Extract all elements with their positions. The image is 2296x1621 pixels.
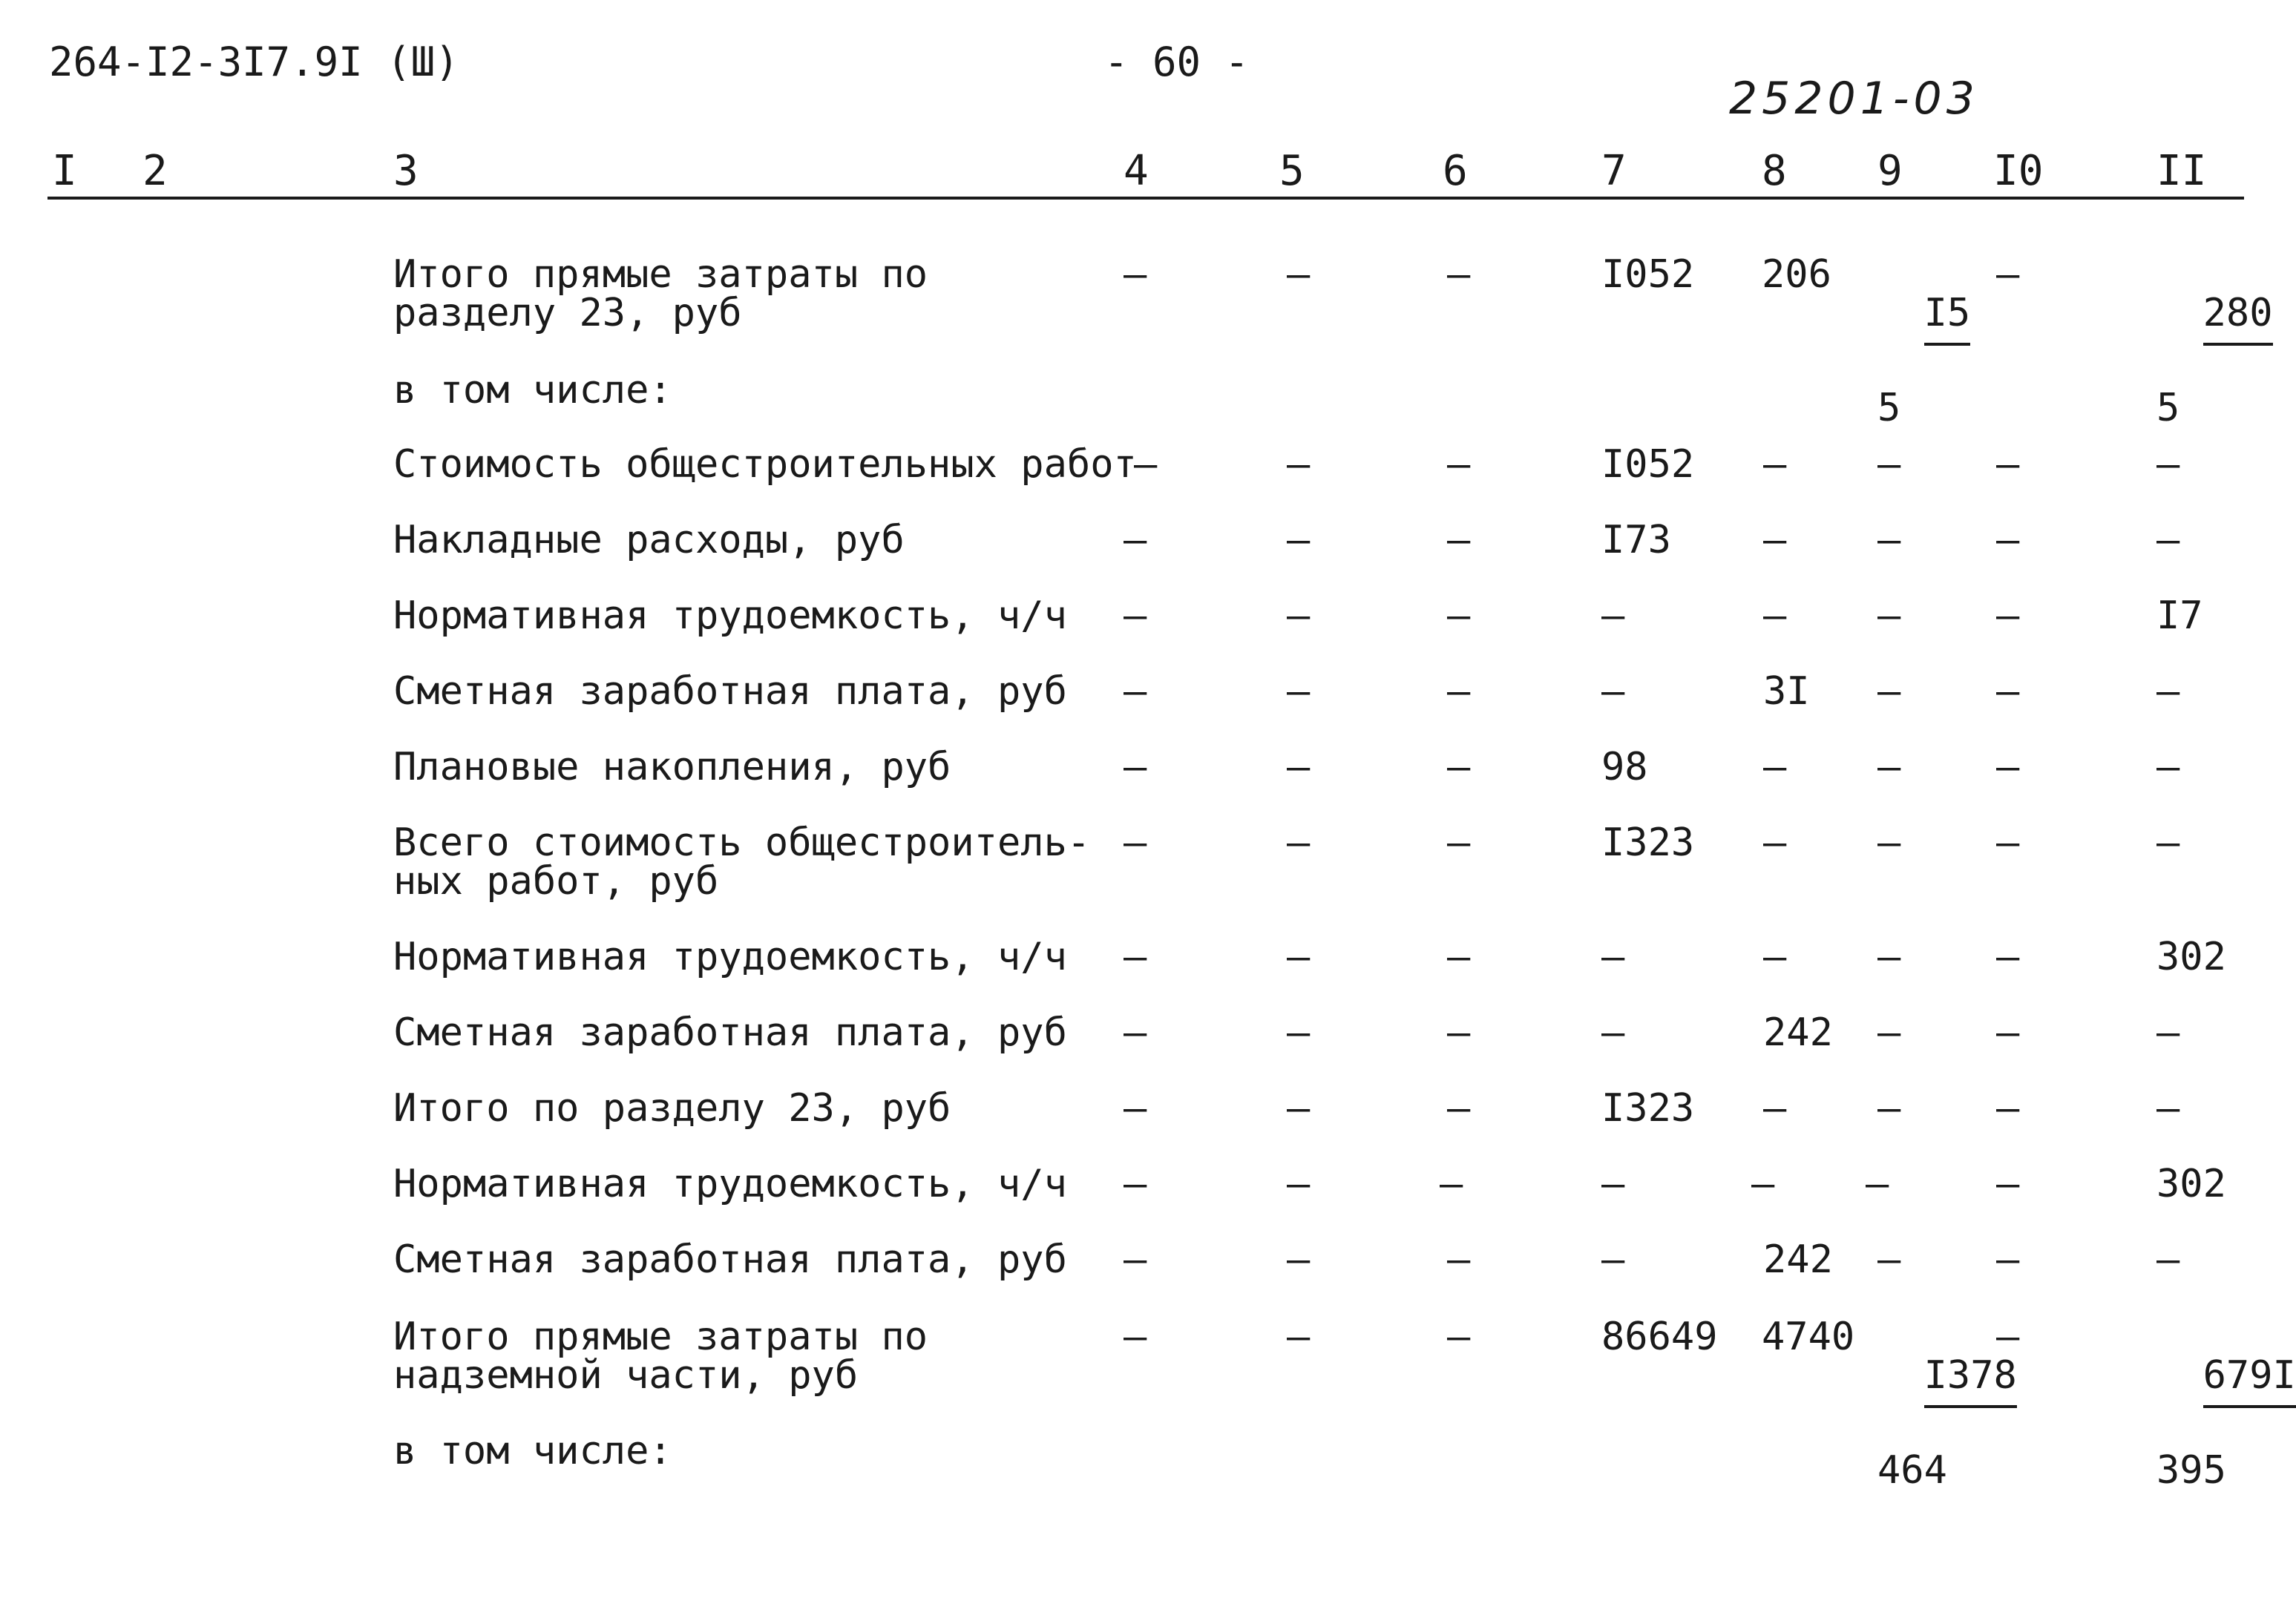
cell-col4: – bbox=[1124, 745, 1147, 789]
cell-col6: – bbox=[1447, 1086, 1471, 1131]
cell-col7: I73 bbox=[1601, 518, 1671, 562]
cell-col5: – bbox=[1287, 669, 1311, 714]
cell-col8: – bbox=[1763, 1086, 1787, 1131]
row-label: Накладные расходы, руб bbox=[393, 518, 905, 562]
cell-col4: – bbox=[1124, 821, 1147, 865]
cell-col6: – bbox=[1447, 518, 1471, 562]
cell-col7: – bbox=[1601, 1010, 1625, 1055]
column-number-5: 5 bbox=[1279, 147, 1305, 195]
cell-col9: – bbox=[1877, 442, 1901, 487]
cell-col5: – bbox=[1287, 1315, 1311, 1359]
cell-col5: – bbox=[1287, 1162, 1311, 1206]
cell-col6: – bbox=[1447, 669, 1471, 714]
row-label: в том числе: bbox=[393, 1429, 672, 1473]
cell-col9: – bbox=[1877, 669, 1901, 714]
cell-col7: – bbox=[1601, 669, 1625, 714]
cell-col4: – bbox=[1124, 252, 1147, 297]
cell-col11: 302 bbox=[2156, 935, 2226, 979]
cell-col10: – bbox=[1996, 442, 2020, 487]
cell-col4: – bbox=[1124, 1010, 1147, 1055]
cell-col9: – bbox=[1877, 1010, 1901, 1055]
column-number-3: 3 bbox=[393, 147, 419, 195]
row-label: Сметная заработная плата, руб bbox=[393, 1237, 1067, 1282]
cell-col11: 302 bbox=[2156, 1162, 2226, 1206]
column-number-10: I0 bbox=[1993, 147, 2044, 195]
row-label: Плановые накопления, руб bbox=[393, 745, 951, 789]
cell-col8: 3I bbox=[1763, 669, 1810, 714]
column-number-8: 8 bbox=[1762, 147, 1787, 195]
cell-col7: 86649 bbox=[1601, 1315, 1718, 1359]
cell-col8: 4740 bbox=[1762, 1315, 1855, 1359]
cell-col7: I323 bbox=[1601, 1086, 1695, 1131]
cell-col7: – bbox=[1601, 1237, 1625, 1282]
cell-col5: – bbox=[1287, 518, 1311, 562]
fraction-numerator: I378 bbox=[1924, 1356, 2017, 1408]
cell-col8: 206 bbox=[1762, 252, 1831, 297]
row-label: Итого по разделу 23, руб bbox=[393, 1086, 951, 1131]
cell-col10: – bbox=[1996, 935, 2020, 979]
cell-col6: – bbox=[1447, 594, 1471, 638]
cell-col9: – bbox=[1877, 935, 1901, 979]
cell-col11-fraction bbox=[2156, 1318, 2296, 1528]
cell-col4: – bbox=[1134, 442, 1158, 487]
cell-col9: – bbox=[1866, 1162, 1889, 1206]
row-label: Сметная заработная плата, руб bbox=[393, 669, 1067, 714]
column-number-11: II bbox=[2156, 147, 2207, 195]
cell-col7: – bbox=[1601, 935, 1625, 979]
handwritten-code: 25201-03 bbox=[1729, 73, 1979, 125]
cell-col6: – bbox=[1447, 935, 1471, 979]
fraction-denominator: 5 bbox=[1877, 386, 1901, 430]
document-code: 264-I2-3I7.9I (Ш) bbox=[49, 39, 459, 85]
fraction-denominator: 5 bbox=[2156, 386, 2180, 430]
row-label: Всего стоимость общестроитель- ных работ, руб bbox=[393, 821, 1091, 904]
header-rule bbox=[47, 197, 2244, 200]
cell-col9: – bbox=[1877, 518, 1901, 562]
cell-col6: – bbox=[1447, 821, 1471, 865]
cell-col7: – bbox=[1601, 1162, 1625, 1206]
cell-col10: – bbox=[1996, 1086, 2020, 1131]
page-number: - 60 - bbox=[1104, 39, 1250, 85]
cell-col6: – bbox=[1447, 442, 1471, 487]
cell-col8: – bbox=[1751, 1162, 1775, 1206]
cell-col5: – bbox=[1287, 442, 1311, 487]
fraction-numerator: 679I bbox=[2203, 1356, 2296, 1408]
cell-col8: – bbox=[1763, 594, 1787, 638]
cell-col10: – bbox=[1996, 1315, 2020, 1359]
cell-col4: – bbox=[1124, 669, 1147, 714]
cell-col11-fraction bbox=[2156, 255, 2273, 466]
cell-col11: – bbox=[2156, 669, 2180, 714]
cell-col10: – bbox=[1996, 518, 2020, 562]
cell-col8: – bbox=[1763, 821, 1787, 865]
cell-col4: – bbox=[1124, 1162, 1147, 1206]
cell-col6: – bbox=[1447, 745, 1471, 789]
cell-col5: – bbox=[1287, 935, 1311, 979]
cell-col10: – bbox=[1996, 821, 2020, 865]
cell-col10: – bbox=[1996, 745, 2020, 789]
cell-col4: – bbox=[1124, 518, 1147, 562]
cell-col5: – bbox=[1287, 252, 1311, 297]
cell-col6: – bbox=[1447, 1010, 1471, 1055]
column-number-6: 6 bbox=[1443, 147, 1468, 195]
cell-col11: – bbox=[2156, 1010, 2180, 1055]
cell-col4: – bbox=[1124, 1315, 1147, 1359]
cell-col4: – bbox=[1124, 1237, 1147, 1282]
cell-col8: 242 bbox=[1763, 1237, 1833, 1282]
fraction-numerator: I5 bbox=[1924, 294, 1971, 346]
cell-col8: – bbox=[1763, 442, 1787, 487]
cell-col10: – bbox=[1996, 252, 2020, 297]
fraction-denominator: 464 bbox=[1877, 1448, 1947, 1493]
cell-col8: – bbox=[1763, 518, 1787, 562]
row-label: Нормативная трудоемкость, ч/ч bbox=[393, 1162, 1067, 1206]
cell-col7: I052 bbox=[1601, 252, 1695, 297]
cell-col8: 242 bbox=[1763, 1010, 1833, 1055]
row-label: Сметная заработная плата, руб bbox=[393, 1010, 1067, 1055]
cell-col8: – bbox=[1763, 745, 1787, 789]
cell-col9: – bbox=[1877, 745, 1901, 789]
cell-col7: I323 bbox=[1601, 821, 1695, 865]
row-label: Итого прямые затраты по разделу 23, руб bbox=[393, 252, 928, 335]
cell-col9: – bbox=[1877, 1086, 1901, 1131]
cell-col5: – bbox=[1287, 821, 1311, 865]
cell-col7: 98 bbox=[1601, 745, 1648, 789]
cell-col6: – bbox=[1447, 252, 1471, 297]
cell-col10: – bbox=[1996, 1237, 2020, 1282]
cell-col5: – bbox=[1287, 594, 1311, 638]
cell-col9: – bbox=[1877, 594, 1901, 638]
row-label: в том числе: bbox=[393, 368, 672, 412]
cell-col6: – bbox=[1447, 1315, 1471, 1359]
cell-col11: – bbox=[2156, 1086, 2180, 1131]
row-label: Нормативная трудоемкость, ч/ч bbox=[393, 935, 1067, 979]
cell-col4: – bbox=[1124, 594, 1147, 638]
cell-col11: – bbox=[2156, 745, 2180, 789]
cell-col4: – bbox=[1124, 935, 1147, 979]
cell-col5: – bbox=[1287, 745, 1311, 789]
row-label: Нормативная трудоемкость, ч/ч bbox=[393, 594, 1067, 638]
column-number-9: 9 bbox=[1877, 147, 1903, 195]
cell-col5: – bbox=[1287, 1010, 1311, 1055]
cell-col9-fraction bbox=[1877, 255, 1970, 466]
cell-col11: I7 bbox=[2156, 594, 2203, 638]
cell-col10: – bbox=[1996, 1162, 2020, 1206]
cell-col7: I052 bbox=[1601, 442, 1695, 487]
column-number-4: 4 bbox=[1124, 147, 1149, 195]
cell-col10: – bbox=[1996, 669, 2020, 714]
cell-col11: – bbox=[2156, 518, 2180, 562]
cell-col10: – bbox=[1996, 594, 2020, 638]
cell-col5: – bbox=[1287, 1237, 1311, 1282]
row-label: Итого прямые затраты по надземной части, руб bbox=[393, 1315, 928, 1398]
cell-col9: – bbox=[1877, 821, 1901, 865]
cell-col11: – bbox=[2156, 1237, 2180, 1282]
fraction-numerator: 280 bbox=[2203, 294, 2273, 346]
cell-col6: – bbox=[1447, 1237, 1471, 1282]
column-number-1: I bbox=[52, 147, 77, 195]
cell-col10: – bbox=[1996, 1010, 2020, 1055]
row-label: Стоимость общестроительных работ bbox=[393, 442, 1137, 487]
fraction-denominator: 395 bbox=[2156, 1448, 2226, 1493]
column-number-7: 7 bbox=[1601, 147, 1627, 195]
cell-col6: – bbox=[1440, 1162, 1463, 1206]
cell-col5: – bbox=[1287, 1086, 1311, 1131]
cell-col4: – bbox=[1124, 1086, 1147, 1131]
cell-col11: – bbox=[2156, 442, 2180, 487]
column-number-2: 2 bbox=[142, 147, 168, 195]
cell-col9: – bbox=[1877, 1237, 1901, 1282]
cell-col11: – bbox=[2156, 821, 2180, 865]
cell-col8: – bbox=[1763, 935, 1787, 979]
cell-col7: – bbox=[1601, 594, 1625, 638]
